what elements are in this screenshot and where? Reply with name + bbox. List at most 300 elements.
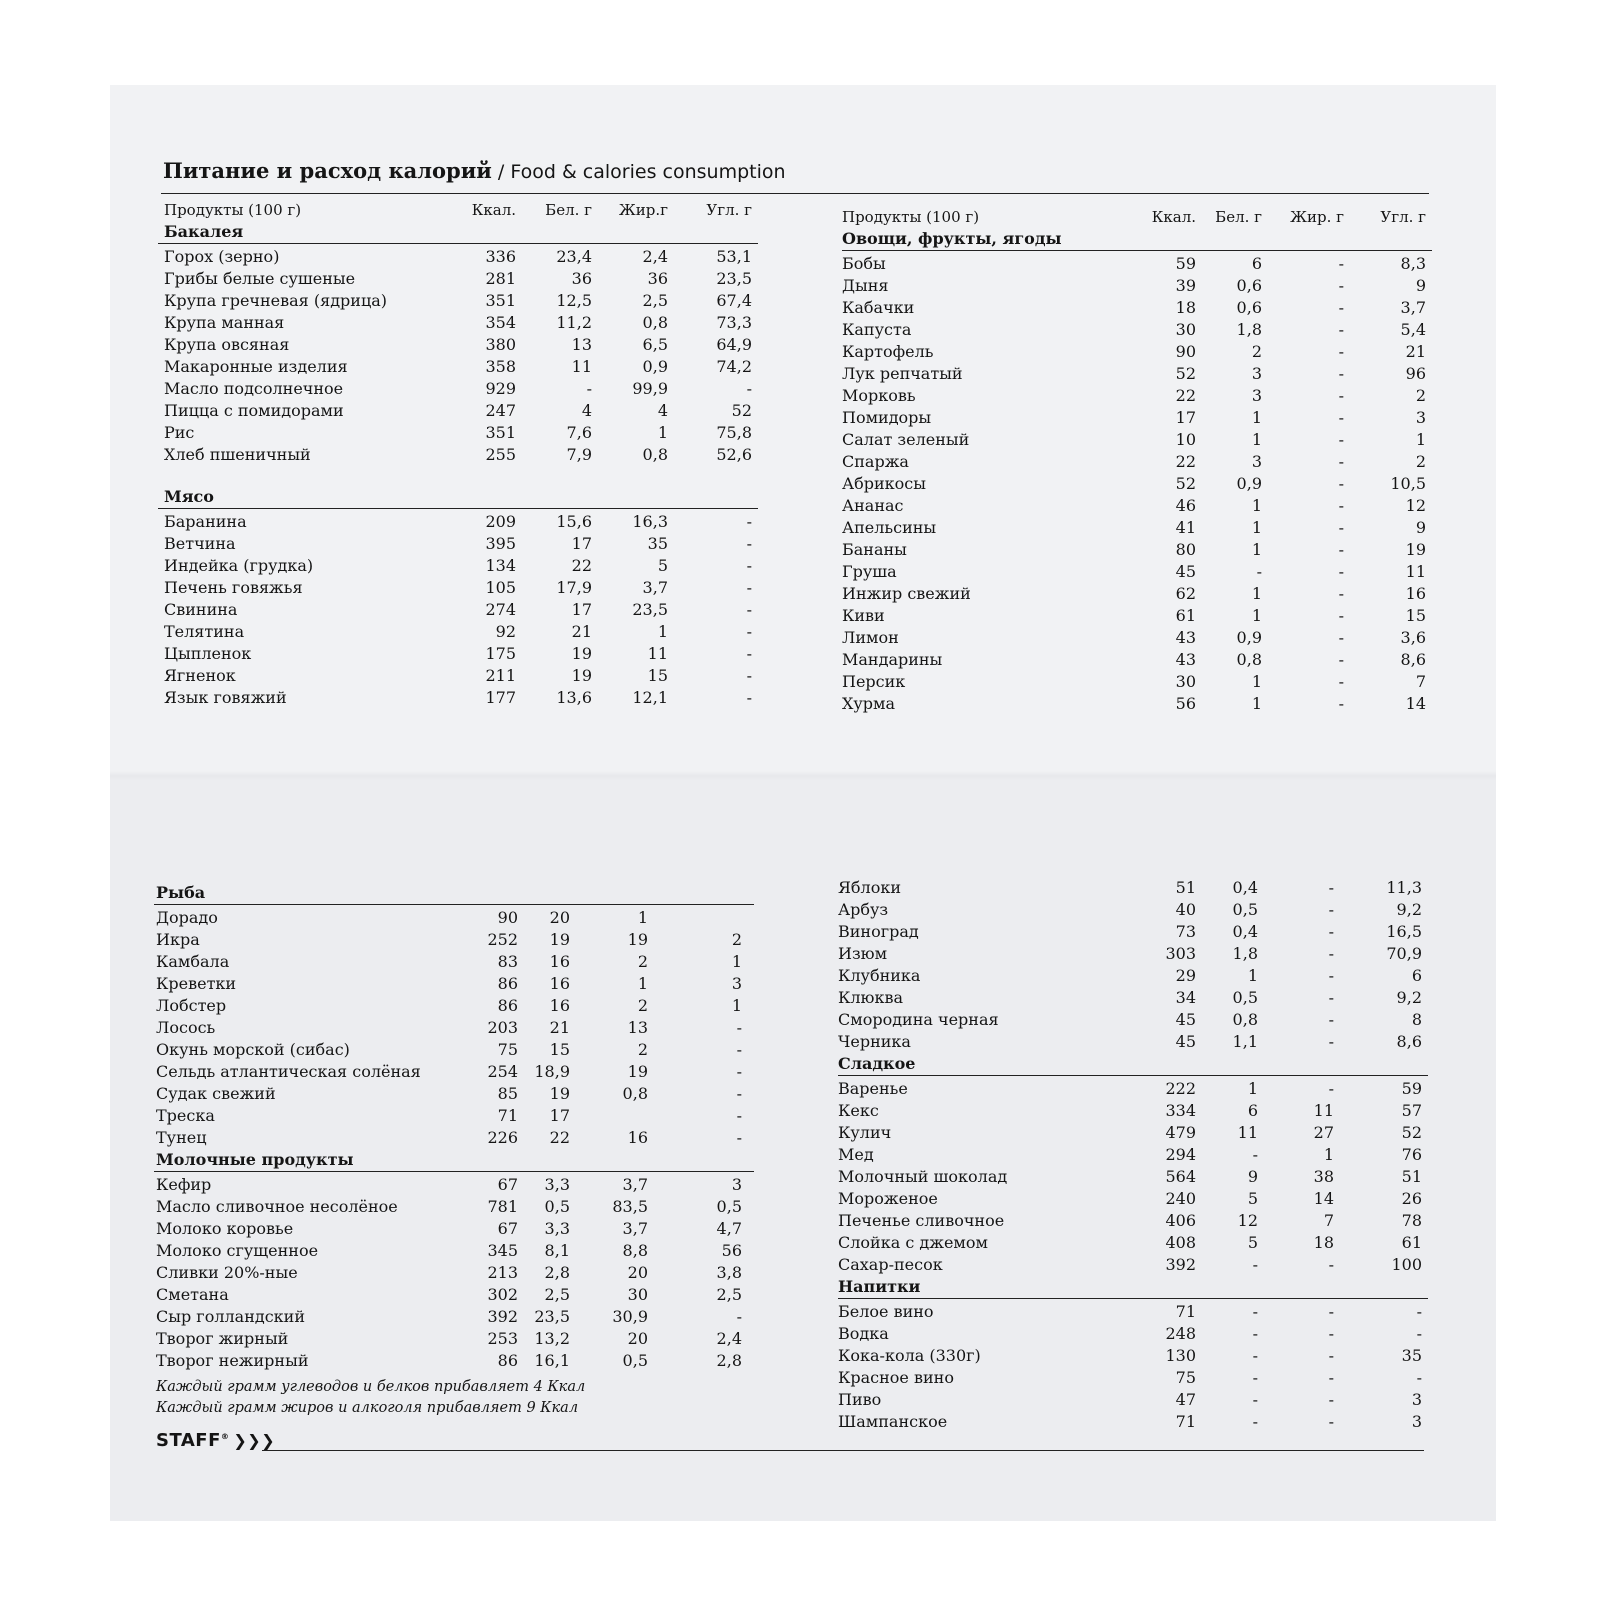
kcal-value: 46 xyxy=(1175,496,1196,515)
protein-value: 2,8 xyxy=(544,1263,570,1282)
table-row xyxy=(838,943,1428,965)
protein-value: 1 xyxy=(1247,1079,1258,1098)
carbs-value: 3 xyxy=(731,1175,742,1194)
product-name: Сахар-песок xyxy=(838,1255,943,1274)
fat-value: - xyxy=(1338,540,1344,559)
carbs-value: 8,6 xyxy=(1396,1032,1422,1051)
fat-value: 11 xyxy=(1313,1101,1334,1120)
product-name: Молочный шоколад xyxy=(838,1167,1008,1186)
table-row xyxy=(158,577,758,599)
fat-value: - xyxy=(1328,1324,1334,1343)
fat-value: - xyxy=(1338,672,1344,691)
carbs-value: - xyxy=(1416,1368,1422,1387)
protein-value: 1 xyxy=(1251,518,1262,537)
carbs-value: - xyxy=(736,1040,742,1059)
fat-value: - xyxy=(1328,1079,1334,1098)
carbs-value: 3 xyxy=(731,974,742,993)
kcal-value: 51 xyxy=(1175,878,1196,897)
kcal-value: 302 xyxy=(487,1285,518,1304)
product-name: Хлеб пшеничный xyxy=(164,445,311,464)
carbs-value: 3,8 xyxy=(716,1263,742,1282)
product-name: Макаронные изделия xyxy=(164,357,348,376)
protein-value: 22 xyxy=(549,1128,570,1147)
table-bottom-right xyxy=(838,877,1428,1433)
fat-value: - xyxy=(1328,1302,1334,1321)
fat-value: - xyxy=(1328,966,1334,985)
table-row xyxy=(154,1218,754,1240)
header-kcal: Ккал. xyxy=(471,201,516,219)
table-row xyxy=(842,495,1432,517)
protein-value: 3 xyxy=(1251,452,1262,471)
table-row xyxy=(154,1017,754,1039)
protein-value: - xyxy=(586,379,592,398)
table-row xyxy=(158,400,758,422)
kcal-value: 392 xyxy=(1165,1255,1196,1274)
fat-value: 0,8 xyxy=(642,313,668,332)
product-name: Слойка с джемом xyxy=(838,1233,988,1252)
carbs-value: 2 xyxy=(1415,452,1426,471)
product-name: Кока-кола (330г) xyxy=(838,1346,981,1365)
protein-value: 3,3 xyxy=(544,1219,570,1238)
fat-value: 0,9 xyxy=(642,357,668,376)
protein-value: - xyxy=(1252,1324,1258,1343)
table-row xyxy=(838,1389,1428,1411)
fat-value: 27 xyxy=(1313,1123,1334,1142)
protein-value: 1 xyxy=(1251,584,1262,603)
protein-value: 19 xyxy=(571,666,592,685)
kcal-value: 203 xyxy=(487,1018,518,1037)
table-row xyxy=(154,1306,754,1328)
section-title: Бакалея xyxy=(158,221,758,244)
product-name: Белое вино xyxy=(838,1302,934,1321)
table-row xyxy=(838,1323,1428,1345)
kcal-value: 345 xyxy=(487,1241,518,1260)
protein-value: 12,5 xyxy=(556,291,592,310)
kcal-value: 406 xyxy=(1165,1211,1196,1230)
table-row xyxy=(842,671,1432,693)
product-name: Дыня xyxy=(842,276,889,295)
product-name: Молоко сгущенное xyxy=(156,1241,319,1260)
fat-value: - xyxy=(1338,408,1344,427)
product-name: Варенье xyxy=(838,1079,908,1098)
product-name: Клюква xyxy=(838,988,904,1007)
kcal-value: 45 xyxy=(1175,1032,1196,1051)
protein-value: 23,5 xyxy=(534,1307,570,1326)
carbs-value: - xyxy=(736,1084,742,1103)
protein-value: 6 xyxy=(1247,1101,1258,1120)
product-name: Кекс xyxy=(838,1101,879,1120)
carbs-value: - xyxy=(1416,1324,1422,1343)
carbs-value: 6 xyxy=(1411,966,1422,985)
table-row xyxy=(842,693,1432,715)
carbs-value: 16 xyxy=(1405,584,1426,603)
carbs-value: 8,3 xyxy=(1400,254,1426,273)
carbs-value: 3 xyxy=(1411,1412,1422,1431)
product-name: Свинина xyxy=(164,600,238,619)
protein-value: - xyxy=(1252,1145,1258,1164)
kcal-value: 83 xyxy=(497,952,518,971)
protein-value: 0,4 xyxy=(1232,878,1258,897)
kcal-value: 71 xyxy=(1175,1412,1196,1431)
protein-value: 15,6 xyxy=(556,512,592,531)
kcal-value: 303 xyxy=(1165,944,1196,963)
kcal-value: 781 xyxy=(487,1197,518,1216)
carbs-value: - xyxy=(746,622,752,641)
carbs-value: 70,9 xyxy=(1386,944,1422,963)
protein-value: 9 xyxy=(1247,1167,1258,1186)
table-row xyxy=(158,356,758,378)
table-row xyxy=(842,605,1432,627)
product-name: Масло подсолнечное xyxy=(164,379,344,398)
product-name: Ананас xyxy=(842,496,904,515)
carbs-value: - xyxy=(746,666,752,685)
header-protein: Бел. г xyxy=(545,201,592,219)
fat-value: 16,3 xyxy=(632,512,668,531)
footer-rule xyxy=(262,1450,1424,1451)
table-row xyxy=(838,1144,1428,1166)
carbs-value: - xyxy=(746,578,752,597)
fat-value: 12,1 xyxy=(632,688,668,707)
kcal-value: 358 xyxy=(485,357,516,376)
fat-value: 3,7 xyxy=(622,1175,648,1194)
table-row xyxy=(158,511,758,533)
carbs-value: 12 xyxy=(1405,496,1426,515)
product-name: Ягненок xyxy=(164,666,236,685)
protein-value: 0,5 xyxy=(1232,988,1258,1007)
header-protein: Бел. г xyxy=(1215,208,1262,226)
fat-value: - xyxy=(1338,386,1344,405)
protein-value: 21 xyxy=(549,1018,570,1037)
table-row xyxy=(154,1174,754,1196)
kcal-value: 175 xyxy=(485,644,516,663)
product-name: Картофель xyxy=(842,342,934,361)
kcal-value: 18 xyxy=(1175,298,1196,317)
kcal-value: 408 xyxy=(1165,1233,1196,1252)
protein-value: - xyxy=(1256,562,1262,581)
protein-value: 0,8 xyxy=(1232,1010,1258,1029)
fat-value: - xyxy=(1338,298,1344,317)
protein-value: - xyxy=(1252,1302,1258,1321)
kcal-value: 10 xyxy=(1175,430,1196,449)
kcal-value: 22 xyxy=(1175,452,1196,471)
protein-value: 16 xyxy=(549,996,570,1015)
page-fold xyxy=(110,771,1496,781)
product-name: Сметана xyxy=(156,1285,229,1304)
protein-value: 13 xyxy=(571,335,592,354)
title-en: / Food & calories consumption xyxy=(491,161,786,183)
table-row xyxy=(838,1301,1428,1323)
header-product: Продукты (100 г) xyxy=(164,201,302,219)
table-row xyxy=(158,290,758,312)
table-row xyxy=(154,1350,754,1372)
protein-value: 1 xyxy=(1251,496,1262,515)
protein-value: 1 xyxy=(1247,966,1258,985)
kcal-value: 75 xyxy=(1175,1368,1196,1387)
product-name: Пицца с помидорами xyxy=(164,401,344,420)
kcal-value: 564 xyxy=(1165,1167,1196,1186)
fat-value: - xyxy=(1338,584,1344,603)
kcal-value: 56 xyxy=(1175,694,1196,713)
protein-value: 36 xyxy=(571,269,592,288)
carbs-value: - xyxy=(736,1018,742,1037)
kcal-value: 211 xyxy=(485,666,516,685)
kcal-value: 134 xyxy=(485,556,516,575)
fat-value: 1 xyxy=(657,423,668,442)
fat-value: 4 xyxy=(657,401,668,420)
carbs-value: - xyxy=(746,379,752,398)
kcal-value: 354 xyxy=(485,313,516,332)
kcal-value: 351 xyxy=(485,423,516,442)
product-name: Сливки 20%-ные xyxy=(156,1263,298,1282)
fat-value: 99,9 xyxy=(632,379,668,398)
kcal-value: 86 xyxy=(497,1351,518,1370)
fat-value: 35 xyxy=(647,534,668,553)
protein-value: 13,2 xyxy=(534,1329,570,1348)
table-row xyxy=(838,987,1428,1009)
kcal-value: 67 xyxy=(497,1175,518,1194)
table-row xyxy=(842,275,1432,297)
carbs-value: 11,3 xyxy=(1386,878,1422,897)
fat-value: 14 xyxy=(1313,1189,1334,1208)
fat-value: 20 xyxy=(627,1329,648,1348)
carbs-value: 3,7 xyxy=(1400,298,1426,317)
fat-value: - xyxy=(1338,320,1344,339)
fat-value: - xyxy=(1338,650,1344,669)
table-row xyxy=(842,385,1432,407)
table-row xyxy=(838,1254,1428,1276)
carbs-value: 7 xyxy=(1415,672,1426,691)
table-row xyxy=(842,451,1432,473)
product-name: Телятина xyxy=(164,622,245,641)
protein-value: 0,8 xyxy=(1236,650,1262,669)
header-carbs: Угл. г xyxy=(1380,208,1426,226)
kcal-value: 380 xyxy=(485,335,516,354)
table-row xyxy=(838,1031,1428,1053)
fat-value: - xyxy=(1328,1368,1334,1387)
fat-value: 16 xyxy=(627,1128,648,1147)
fat-value: 30 xyxy=(627,1285,648,1304)
kcal-value: 247 xyxy=(485,401,516,420)
product-name: Апельсины xyxy=(842,518,937,537)
protein-value: 16 xyxy=(549,974,570,993)
fat-value: 2 xyxy=(637,952,648,971)
protein-value: 18,9 xyxy=(534,1062,570,1081)
protein-value: 7,9 xyxy=(566,445,592,464)
title-ru: Питание и расход калорий xyxy=(163,158,492,183)
table-top-right xyxy=(842,206,1432,715)
kcal-value: 34 xyxy=(1175,988,1196,1007)
kcal-value: 209 xyxy=(485,512,516,531)
table-row xyxy=(838,965,1428,987)
table-row xyxy=(838,1232,1428,1254)
fat-value: 2 xyxy=(637,996,648,1015)
fat-value: 1 xyxy=(1323,1145,1334,1164)
carbs-value: 5,4 xyxy=(1400,320,1426,339)
product-name: Шампанское xyxy=(838,1412,948,1431)
table-row xyxy=(842,583,1432,605)
table-row xyxy=(842,561,1432,583)
carbs-value: 51 xyxy=(1401,1167,1422,1186)
product-name: Мед xyxy=(838,1145,874,1164)
carbs-value: - xyxy=(746,534,752,553)
product-name: Кабачки xyxy=(842,298,915,317)
protein-value: - xyxy=(1252,1255,1258,1274)
table-row xyxy=(838,921,1428,943)
fat-value: - xyxy=(1328,988,1334,1007)
section-title: Мясо xyxy=(158,486,758,509)
protein-value: 16 xyxy=(549,952,570,971)
product-name: Икра xyxy=(156,930,200,949)
fat-value: - xyxy=(1328,1010,1334,1029)
fat-value: 3,7 xyxy=(642,578,668,597)
table-row xyxy=(842,429,1432,451)
table-row xyxy=(838,1188,1428,1210)
kcal-value: 30 xyxy=(1175,320,1196,339)
protein-value: 1,8 xyxy=(1232,944,1258,963)
kcal-value: 59 xyxy=(1175,254,1196,273)
column-header-row xyxy=(842,206,1432,228)
table-row xyxy=(154,1127,754,1149)
kcal-value: 22 xyxy=(1175,386,1196,405)
protein-value: 12 xyxy=(1237,1211,1258,1230)
protein-value: 0,4 xyxy=(1232,922,1258,941)
kcal-value: 41 xyxy=(1175,518,1196,537)
carbs-value: 2,8 xyxy=(716,1351,742,1370)
kcal-value: 17 xyxy=(1175,408,1196,427)
rows-top-left xyxy=(158,221,758,709)
kcal-value: 71 xyxy=(497,1106,518,1125)
fat-value: - xyxy=(1328,878,1334,897)
product-name: Виноград xyxy=(838,922,919,941)
protein-value: - xyxy=(1252,1390,1258,1409)
carbs-value: 2,4 xyxy=(716,1329,742,1348)
product-name: Сельдь атлантическая солёная xyxy=(156,1062,421,1081)
fat-value: 8,8 xyxy=(622,1241,648,1260)
fat-value: - xyxy=(1338,254,1344,273)
product-name: Сыр голландский xyxy=(156,1307,305,1326)
carbs-value: 52 xyxy=(1401,1123,1422,1142)
section-title: Напитки xyxy=(838,1276,1428,1299)
product-name: Изюм xyxy=(838,944,888,963)
table-row xyxy=(842,297,1432,319)
fat-value: 19 xyxy=(627,930,648,949)
header-kcal: Ккал. xyxy=(1151,208,1196,226)
product-name: Пиво xyxy=(838,1390,882,1409)
protein-value: 1 xyxy=(1251,540,1262,559)
carbs-value: 11 xyxy=(1405,562,1426,581)
carbs-value: 76 xyxy=(1401,1145,1422,1164)
product-name: Язык говяжий xyxy=(164,688,287,707)
fat-value: 38 xyxy=(1313,1167,1334,1186)
header-fat: Жир.г xyxy=(618,201,668,219)
carbs-value: 1 xyxy=(1415,430,1426,449)
carbs-value: 8 xyxy=(1411,1010,1422,1029)
kcal-value: 86 xyxy=(497,974,518,993)
calorie-notes xyxy=(156,1377,585,1419)
table-row xyxy=(842,517,1432,539)
carbs-value: - xyxy=(736,1128,742,1147)
product-name: Персик xyxy=(842,672,906,691)
kcal-value: 252 xyxy=(487,930,518,949)
protein-value: 15 xyxy=(549,1040,570,1059)
protein-value: 1 xyxy=(1251,408,1262,427)
protein-value: 1,8 xyxy=(1236,320,1262,339)
fat-value: - xyxy=(1338,342,1344,361)
table-row xyxy=(158,643,758,665)
protein-value: 3 xyxy=(1251,364,1262,383)
table-row xyxy=(838,1100,1428,1122)
protein-value: 17,9 xyxy=(556,578,592,597)
kcal-value: 43 xyxy=(1175,650,1196,669)
kcal-value: 392 xyxy=(487,1307,518,1326)
protein-value: 3 xyxy=(1251,386,1262,405)
table-row xyxy=(842,473,1432,495)
table-row xyxy=(842,319,1432,341)
product-name: Капуста xyxy=(842,320,912,339)
kcal-value: 62 xyxy=(1175,584,1196,603)
product-name: Клубника xyxy=(838,966,921,985)
fat-value: - xyxy=(1328,1390,1334,1409)
protein-value: 8,1 xyxy=(544,1241,570,1260)
table-row xyxy=(158,334,758,356)
protein-value: 4 xyxy=(581,401,592,420)
table-row xyxy=(158,599,758,621)
kcal-value: 253 xyxy=(487,1329,518,1348)
kcal-value: 248 xyxy=(1165,1324,1196,1343)
table-row xyxy=(838,1367,1428,1389)
page-title xyxy=(163,158,786,185)
fat-value: - xyxy=(1328,900,1334,919)
product-name: Кулич xyxy=(838,1123,892,1142)
table-row xyxy=(838,1210,1428,1232)
fat-value: 30,9 xyxy=(612,1307,648,1326)
protein-value: 1,1 xyxy=(1232,1032,1258,1051)
table-row xyxy=(158,555,758,577)
product-name: Морковь xyxy=(842,386,916,405)
carbs-value: 2 xyxy=(731,930,742,949)
kcal-value: 40 xyxy=(1175,900,1196,919)
table-row xyxy=(842,627,1432,649)
product-name: Помидоры xyxy=(842,408,932,427)
carbs-value: 100 xyxy=(1391,1255,1422,1274)
kcal-value: 47 xyxy=(1175,1390,1196,1409)
carbs-value: 59 xyxy=(1401,1079,1422,1098)
table-row xyxy=(158,246,758,268)
table-row xyxy=(838,1009,1428,1031)
table-row xyxy=(154,929,754,951)
kcal-value: 52 xyxy=(1175,474,1196,493)
carbs-value: 52 xyxy=(731,401,752,420)
kcal-value: 61 xyxy=(1175,606,1196,625)
carbs-value: 75,8 xyxy=(716,423,752,442)
protein-value: 5 xyxy=(1247,1189,1258,1208)
product-name: Лук репчатый xyxy=(842,364,963,383)
table-row xyxy=(158,687,758,709)
table-row xyxy=(838,899,1428,921)
section-gap xyxy=(158,466,758,486)
title-rule xyxy=(161,193,1429,194)
kcal-value: 86 xyxy=(497,996,518,1015)
product-name: Творог нежирный xyxy=(156,1351,309,1370)
rows-bottom-right xyxy=(838,877,1428,1433)
carbs-value: 57 xyxy=(1401,1101,1422,1120)
kcal-value: 226 xyxy=(487,1128,518,1147)
carbs-value: 53,1 xyxy=(716,247,752,266)
fat-value: 1 xyxy=(637,908,648,927)
fat-value: 0,5 xyxy=(622,1351,648,1370)
table-row xyxy=(154,1105,754,1127)
product-name: Хурма xyxy=(842,694,896,713)
